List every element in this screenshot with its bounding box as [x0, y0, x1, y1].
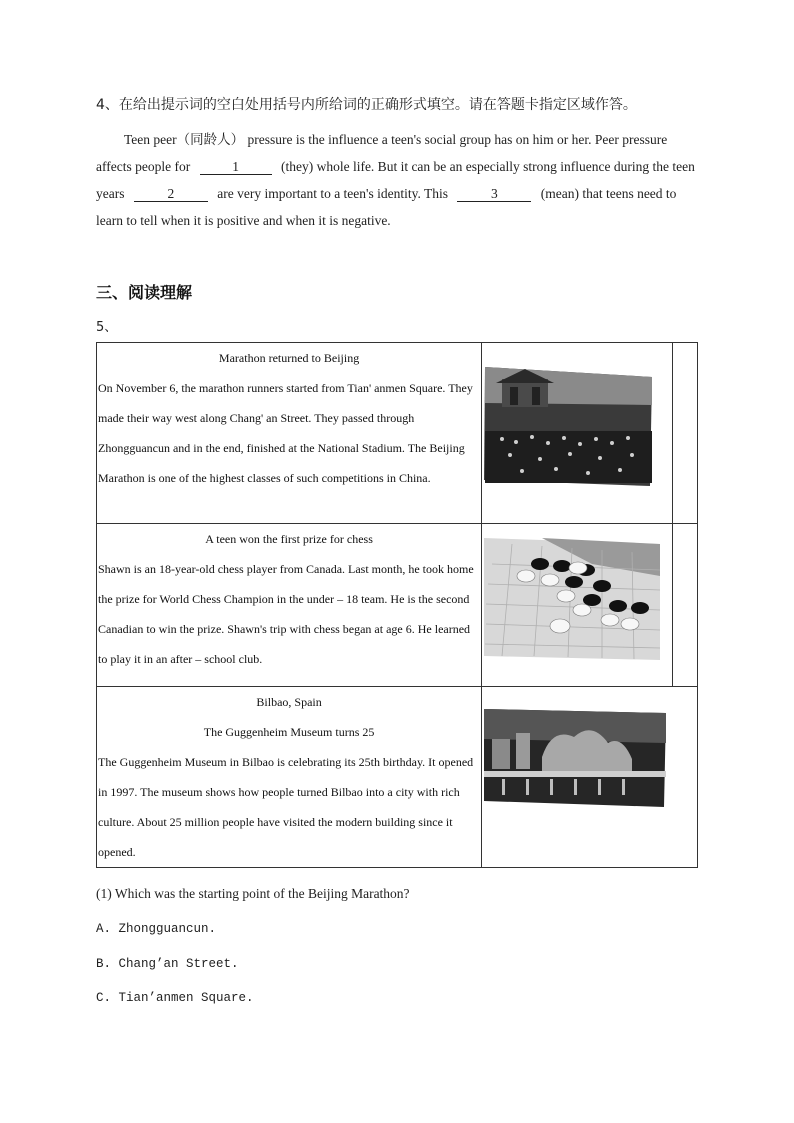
option-a[interactable]: A. Zhongguancun.: [96, 922, 217, 936]
photo-cell-museum: [482, 687, 698, 868]
article-title-chess: A teen won the first prize for chess: [205, 532, 373, 546]
q4-text-2: (they) whole life. But it can be an especially strong influence during the teen years: [96, 159, 695, 201]
empty-cell: [673, 524, 698, 687]
q4-text-1: Teen peer（同龄人） pressure is the influence a teen's social group has on him or her. Peer pressure affects people for: [96, 132, 668, 174]
article-location-museum: Bilbao, Spain: [256, 695, 322, 709]
article-title-marathon: Marathon returned to Beijing: [218, 351, 360, 365]
news-table: [96, 342, 698, 868]
museum-photo: [482, 687, 672, 867]
blank-1: 1: [200, 159, 272, 175]
photo-cell-marathon: [482, 343, 673, 524]
photo-cell-chess: [482, 524, 673, 687]
article-text-marathon: [97, 343, 482, 524]
q4-passage: [96, 126, 696, 234]
section-heading: 三、阅读理解: [96, 283, 193, 302]
option-c[interactable]: C. Tian’anmen Square.: [96, 991, 254, 1005]
chess-photo: [482, 524, 672, 686]
question-1: (1) Which was the starting point of the Beijing Marathon?: [96, 886, 410, 901]
article-row-museum: [97, 687, 698, 868]
article-row-chess: [97, 524, 698, 687]
article-title-museum: The Guggenheim Museum turns 25: [203, 725, 375, 739]
q4-instruction: 4、在给出提示词的空白处用括号内所给词的正确形式填空。请在答题卡指定区域作答。: [96, 97, 637, 113]
q4-text-4: (mean) that teens need to learn to tell when it is positive and when it is negative.: [96, 186, 677, 228]
article-text-chess: [97, 524, 482, 687]
blank-3: 3: [457, 186, 531, 202]
article-text-museum: [97, 687, 482, 868]
article-body-marathon: On November 6, the marathon runners started from Tian' anmen Square. They made their way west along Chang' an Street. They passed through Zhongguancun and in the end, finished at the National Stadium. The Beijing Marathon is one of the highest classes of such competitions in China.: [98, 381, 473, 485]
q5-number: 5、: [96, 320, 118, 335]
article-row-marathon: [97, 343, 698, 524]
article-body-museum: The Guggenheim Museum in Bilbao is celebrating its 25th birthday. It opened in 1997. The museum shows how people turned Bilbao into a city with rich culture. About 25 million people have visited the modern building since it opened.: [98, 755, 474, 859]
q4-text-3: are very important to a teen's identity. This: [217, 186, 448, 201]
article-body-chess: Shawn is an 18-year-old chess player from Canada. Last month, he took home the prize for World Chess Champion in the under – 18 team. He is the second Canadian to win the prize. Shawn's trip with chess began at age 6. He learned to play it in an after – school club.: [98, 562, 474, 666]
option-b[interactable]: B. Chang’an Street.: [96, 957, 239, 971]
marathon-photo: [482, 343, 672, 523]
blank-2: 2: [134, 186, 208, 202]
empty-cell: [673, 343, 698, 524]
